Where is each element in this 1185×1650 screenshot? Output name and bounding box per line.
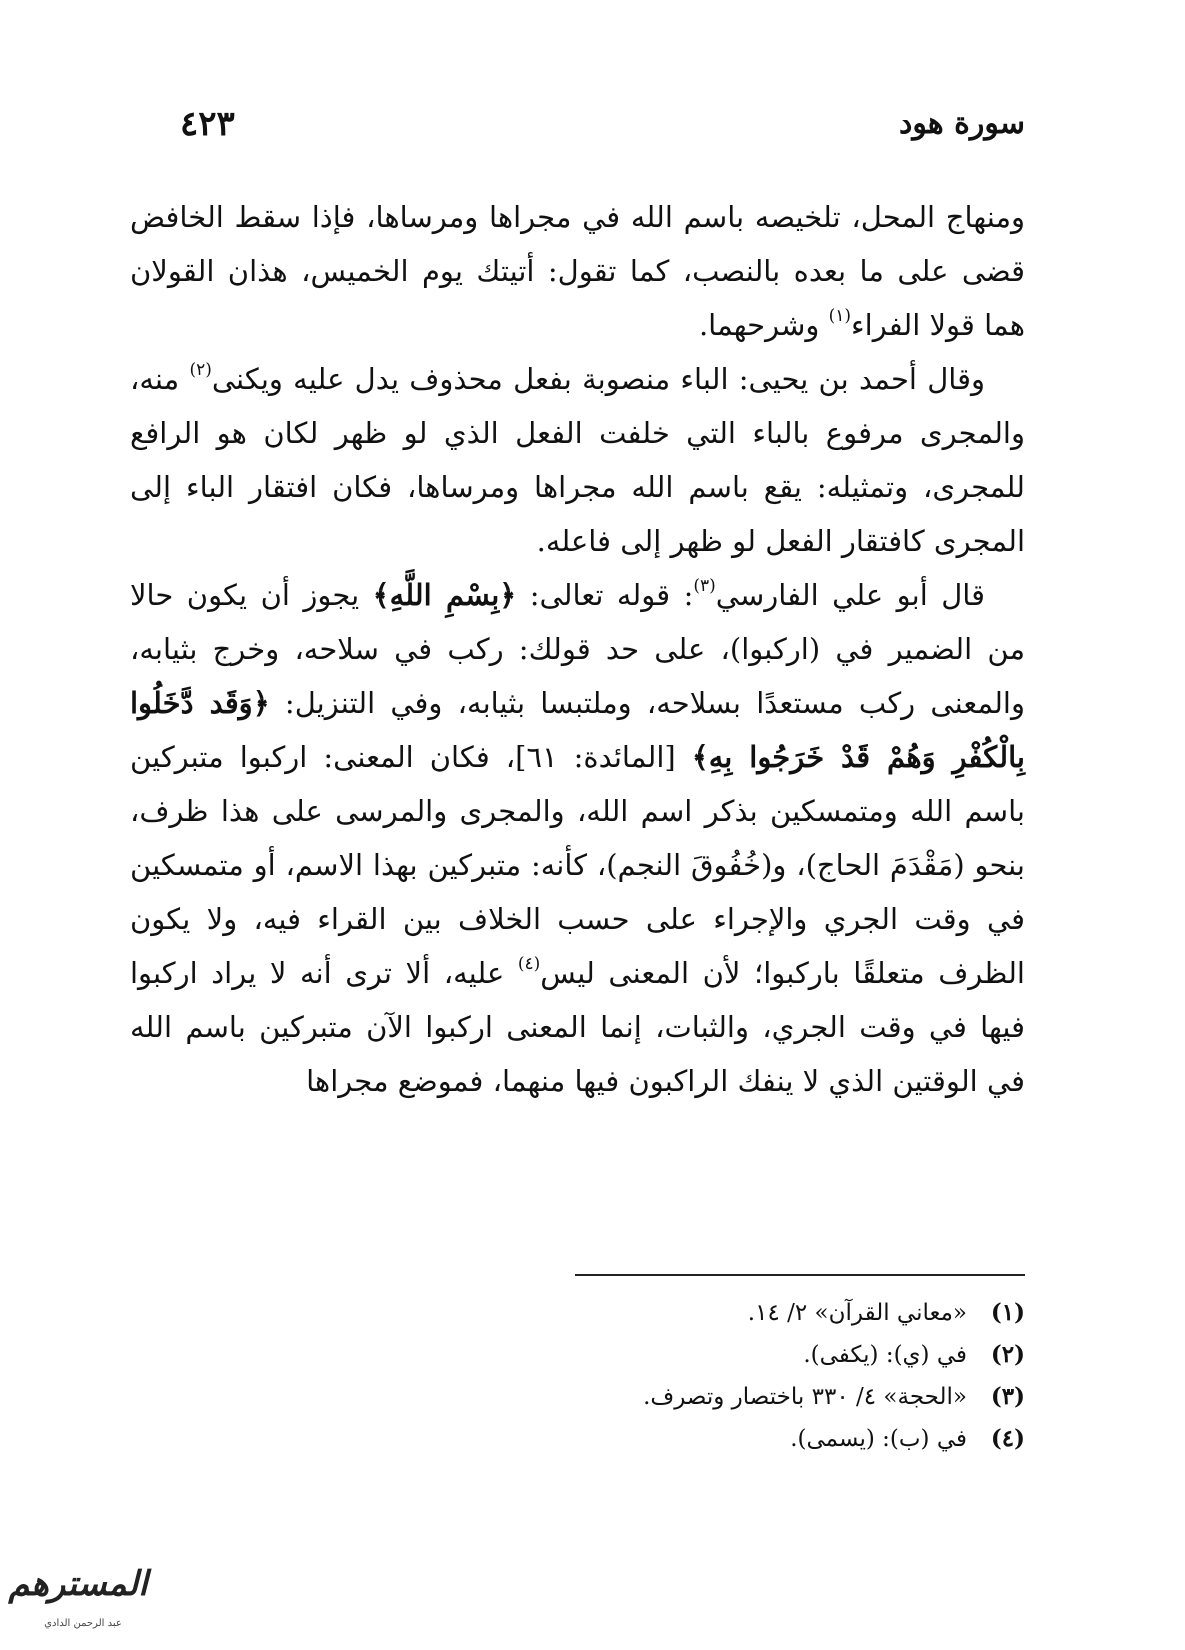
footnote-item	[300, 1292, 1025, 1334]
quran-verse-2: ﴿وَقَد دَّخَلُوا بِالْكُفْرِ وَهُمْ قَدْ خَرَجُوا بِهِ﴾	[130, 686, 1025, 774]
paragraph-3-mid2: يجوز أن يكون حالا من الضمير في (اركبوا)، على حد قولك: ركب في سلاحه، وخرج بثيابه، والمعنى ركب مستعدًا بسلاحه، وملتبسا بثيابه، وفي التنزيل:	[130, 578, 1025, 720]
footnotes	[300, 1292, 1025, 1460]
footnote-item	[300, 1334, 1025, 1376]
footnote-ref-4: (٤)	[517, 954, 541, 974]
main-text	[130, 190, 1025, 1108]
logo-calligraphy: المسترهم	[8, 1564, 148, 1604]
footnote-text: «معاني القرآن» ٢/ ١٤.	[747, 1300, 967, 1326]
paragraph-2-end: منه، والمجرى مرفوع بالباء التي خلفت الفعل الذي لو ظهر لكان هو الرافع للمجرى، وتمثيله: يقع باسم الله مجراها ومرساها، فكان افتقار الباء إلى المجرى كافتقار الفعل لو ظهر إلى فاعله.	[130, 362, 1025, 558]
paragraph-3	[130, 568, 1025, 1108]
paragraph-2	[130, 352, 1025, 568]
page-header	[180, 100, 1025, 160]
footnote-ref-3: (٣)	[693, 576, 716, 596]
surah-title: سورة هود	[899, 106, 1025, 141]
paragraph-1-text: ومنهاج المحل، تلخيصه باسم الله في مجراها ومرساها، فإذا سقط الخافض قضى على ما بعده بالنصب، كما تقول: أتيتك يوم الخميس، هذان القولان هما قولا الفراء	[130, 200, 1025, 342]
paragraph-3-mid: : قوله تعالى:	[516, 578, 694, 612]
footnote-number: (١)	[990, 1299, 1025, 1326]
footnote-text: في (ي): (يكفى).	[803, 1342, 967, 1368]
footnote-number: (٢)	[990, 1341, 1025, 1368]
footnote-ref-1: (١)	[828, 306, 852, 326]
paragraph-3-mid3: [المائدة: ٦١]، فكان المعنى: اركبوا متبركين باسم الله ومتمسكين بذكر اسم الله، والمجرى والمرسى على هذا ظرف، بنحو (مَقْدَمَ الحاج)، و(خُفُوقَ النجم)، كأنه: متبركين بهذا الاسم، أو متمسكين في وقت الجري والإجراء على حسب الخلاف بين القراء فيه، ولا يكون الظرف متعلقًا باركبوا؛ لأن المعنى ليس	[130, 740, 1025, 990]
paragraph-1-end: وشرحهما.	[698, 308, 829, 342]
footnote-text: «الحجة» ٤/ ٣٣٠ باختصار وتصرف.	[643, 1384, 967, 1410]
paragraph-3-end: عليه، ألا ترى أنه لا يراد اركبوا فيها في وقت الجري، والثبات، إنما المعنى اركبوا الآن متبركين باسم الله في الوقتين الذي لا ينفك الراكبون فيها منهما، فموضع مجراها	[130, 956, 1025, 1098]
logo-subtitle: عبد الرحمن الدادي	[44, 1618, 122, 1629]
footnote-text: في (ب): (يسمى).	[790, 1426, 967, 1452]
paragraph-1	[130, 190, 1025, 352]
footnote-ref-2: (٢)	[189, 360, 212, 380]
footnote-number: (٤)	[990, 1425, 1025, 1452]
footnote-item	[300, 1418, 1025, 1460]
quran-verse-1: ﴿بِسْمِ اللَّهِ﴾	[372, 578, 517, 612]
publisher-logo	[8, 1558, 148, 1638]
page-number: ٤٢٣	[180, 104, 235, 144]
footnote-number: (٣)	[990, 1383, 1025, 1410]
footnote-item	[300, 1376, 1025, 1418]
paragraph-2-text: وقال أحمد بن يحيى: الباء منصوبة بفعل محذوف يدل عليه ويكنى	[211, 362, 985, 396]
paragraph-3-text: قال أبو علي الفارسي	[715, 578, 986, 612]
footnote-divider	[575, 1274, 1025, 1276]
